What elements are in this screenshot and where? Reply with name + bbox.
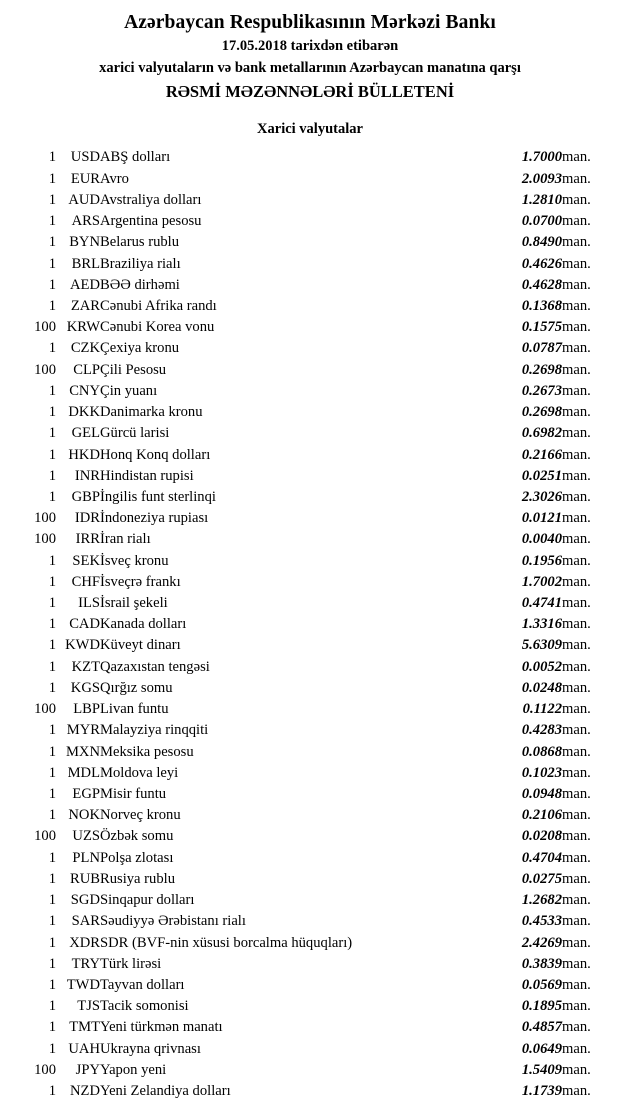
currency-rate: 0.0248 (521, 679, 562, 696)
currency-name: İndoneziya rupiası (100, 510, 209, 527)
rate-unit-label: man. (562, 340, 591, 357)
rate-unit-label: man. (562, 425, 591, 442)
currency-rate: 0.0700 (521, 213, 562, 230)
table-row (14, 296, 606, 317)
rate-unit-label: man. (562, 234, 591, 251)
currency-name: İsveç kronu (100, 552, 169, 569)
currency-code: CHF (71, 573, 100, 590)
currency-name: Cənubi Afrika randı (100, 297, 217, 314)
currency-rate: 0.0649 (521, 1040, 562, 1057)
table-row (14, 254, 606, 275)
currency-name: Türk lirəsi (100, 955, 162, 972)
currency-units: 1 (48, 722, 56, 739)
currency-name: Avstraliya dolları (100, 191, 202, 208)
rate-unit-label: man. (562, 870, 591, 887)
currency-code: DKK (68, 404, 100, 421)
table-row (14, 317, 606, 338)
table-row (14, 190, 606, 211)
currency-code: GEL (71, 425, 100, 442)
currency-code: GBP (71, 488, 100, 505)
currency-rate: 0.2673 (521, 382, 562, 399)
currency-rate: 0.0208 (521, 828, 562, 845)
rate-unit-label: man. (562, 913, 591, 930)
table-row (14, 720, 606, 741)
currency-units: 100 (34, 1061, 56, 1078)
rate-unit-label: man. (562, 1061, 591, 1078)
table-row (14, 933, 606, 954)
currency-rate: 1.7002 (521, 573, 562, 590)
currency-units: 1 (48, 955, 56, 972)
currency-code: TMT (69, 1019, 100, 1036)
currency-rate: 0.0569 (521, 976, 562, 993)
rate-unit-label: man. (562, 637, 591, 654)
rate-unit-label: man. (562, 786, 591, 803)
currency-name: Sinqapur dolları (100, 892, 195, 909)
currency-name: Səudiyyə Ərəbistanı rialı (100, 913, 246, 930)
currency-rate: 0.2106 (521, 807, 562, 824)
currency-code: KWD (65, 637, 100, 654)
currency-units: 1 (48, 573, 56, 590)
table-row (14, 360, 606, 381)
currency-code: TRY (71, 955, 100, 972)
currency-units: 1 (48, 913, 56, 930)
currency-code: USD (70, 149, 100, 166)
currency-code: UZS (72, 828, 100, 845)
currency-units: 1 (48, 786, 56, 803)
currency-code: SEK (72, 552, 100, 569)
currency-rate: 0.4857 (521, 1019, 562, 1036)
rate-unit-label: man. (562, 276, 591, 293)
currency-rate: 2.3026 (521, 488, 562, 505)
table-row (14, 975, 606, 996)
currency-name: Argentina pesosu (100, 213, 202, 230)
currency-code: PLN (72, 849, 100, 866)
currency-code: IRR (75, 531, 100, 548)
currency-name: Braziliya rialı (100, 255, 181, 272)
currency-rate: 0.1956 (521, 552, 562, 569)
currency-rate: 0.4533 (521, 913, 562, 930)
rate-unit-label: man. (562, 510, 591, 527)
effective-date-line: 17.05.2018 tarixdən etibarən (221, 38, 399, 55)
table-row (14, 423, 606, 444)
currency-units: 1 (48, 1083, 56, 1100)
rate-unit-label: man. (562, 658, 591, 675)
rate-unit-label: man. (562, 191, 591, 208)
currency-units: 1 (48, 552, 56, 569)
currency-code: EGP (72, 786, 100, 803)
currency-rate: 1.3316 (521, 616, 562, 633)
currency-name: Çin yuanı (100, 382, 158, 399)
currency-units: 1 (48, 595, 56, 612)
currency-code: NOK (68, 807, 100, 824)
currency-name: İsveçrə frankı (100, 573, 181, 590)
currency-units: 1 (48, 616, 56, 633)
currency-name: Meksika pesosu (100, 743, 194, 760)
currency-code: CZK (70, 340, 100, 357)
currency-rate: 1.2682 (521, 892, 562, 909)
table-row (14, 805, 606, 826)
currency-name: Qırğız somu (100, 679, 173, 696)
table-row (14, 445, 606, 466)
currency-units: 1 (48, 255, 56, 272)
currency-name: Hindistan rupisi (100, 467, 194, 484)
rate-unit-label: man. (562, 573, 591, 590)
currency-name: Honq Konq dolları (100, 446, 211, 463)
currency-code: KZT (71, 658, 100, 675)
table-row (14, 635, 606, 656)
currency-rate: 0.1895 (521, 998, 562, 1015)
currency-units: 100 (34, 531, 56, 548)
currency-code: JPY (75, 1061, 100, 1078)
rate-unit-label: man. (562, 467, 591, 484)
rate-unit-label: man. (562, 297, 591, 314)
currency-units: 1 (48, 743, 56, 760)
table-row (14, 593, 606, 614)
currency-rate: 0.0040 (521, 531, 562, 548)
currency-name: Misir funtu (100, 786, 167, 803)
currency-name: Çexiya kronu (100, 340, 180, 357)
currency-code: BRL (71, 255, 100, 272)
currency-units: 1 (48, 658, 56, 675)
currency-name: Kanada dolları (100, 616, 187, 633)
table-row (14, 381, 606, 402)
rate-unit-label: man. (562, 552, 591, 569)
table-row (14, 911, 606, 932)
currency-rate: 0.0251 (521, 467, 562, 484)
currency-rate: 1.2810 (521, 191, 562, 208)
currency-code: UAH (68, 1040, 100, 1057)
currency-code: SGD (70, 892, 100, 909)
rate-unit-label: man. (562, 446, 591, 463)
currency-code: XDR (69, 934, 100, 951)
table-row (14, 1039, 606, 1060)
currency-rate: 0.4626 (521, 255, 562, 272)
currency-rate: 0.4628 (521, 276, 562, 293)
bank-title: Azərbaycan Respublikasının Mərkəzi Bankı (124, 12, 496, 33)
currency-rate: 0.0121 (521, 510, 562, 527)
currency-code: CLP (73, 361, 100, 378)
currency-name: Yapon yeni (100, 1061, 167, 1078)
rate-unit-label: man. (562, 892, 591, 909)
currency-code: BYN (69, 234, 100, 251)
table-row (14, 275, 606, 296)
rate-unit-label: man. (562, 488, 591, 505)
currency-units: 1 (48, 488, 56, 505)
table-row (14, 1081, 606, 1102)
rate-unit-label: man. (562, 679, 591, 696)
currency-rate: 0.1575 (521, 319, 562, 336)
currency-rate: 2.0093 (521, 170, 562, 187)
currency-rate: 5.6309 (521, 637, 562, 654)
currency-name: Gürcü larisi (100, 425, 170, 442)
rate-unit-label: man. (562, 170, 591, 187)
table-row (14, 551, 606, 572)
currency-code: EUR (70, 170, 100, 187)
rate-unit-label: man. (562, 319, 591, 336)
rate-unit-label: man. (562, 722, 591, 739)
currency-units: 1 (48, 1040, 56, 1057)
currency-code: TJS (77, 998, 100, 1015)
currency-name: İran rialı (100, 531, 151, 548)
currency-name: Belarus rublu (100, 234, 180, 251)
table-row (14, 869, 606, 890)
table-row (14, 338, 606, 359)
currency-units: 1 (48, 425, 56, 442)
rate-unit-label: man. (562, 361, 591, 378)
rate-unit-label: man. (562, 531, 591, 548)
currency-rate: 1.7000 (521, 149, 562, 166)
currency-units: 1 (48, 998, 56, 1015)
currency-rate: 0.3839 (521, 955, 562, 972)
currency-name: BƏƏ dirhəmi (100, 276, 180, 293)
currency-code: KGS (70, 679, 100, 696)
currency-units: 1 (48, 679, 56, 696)
currency-name: Livan funtu (100, 701, 169, 718)
rate-unit-label: man. (562, 149, 591, 166)
currency-name: Ukrayna qrivnası (100, 1040, 201, 1057)
rate-unit-label: man. (562, 828, 591, 845)
currency-code: IDR (74, 510, 100, 527)
table-row (14, 826, 606, 847)
currency-rate: 0.4741 (521, 595, 562, 612)
currency-name: Moldova leyi (100, 764, 179, 781)
currency-name: İsrail şekeli (100, 595, 168, 612)
table-row (14, 763, 606, 784)
currency-rate: 0.0868 (521, 743, 562, 760)
currency-units: 1 (48, 446, 56, 463)
currency-units: 1 (48, 213, 56, 230)
table-row (14, 211, 606, 232)
currency-code: KRW (66, 319, 100, 336)
table-row (14, 466, 606, 487)
currency-rate: 2.4269 (521, 934, 562, 951)
currency-rate: 0.8490 (521, 234, 562, 251)
currency-name: Polşa zlotası (100, 849, 174, 866)
currency-name: Tayvan dolları (100, 976, 185, 993)
currency-code: AUD (68, 191, 100, 208)
currency-units: 1 (48, 404, 56, 421)
currency-code: ILS (78, 595, 100, 612)
currency-code: MDL (67, 764, 100, 781)
currency-code: INR (74, 467, 100, 484)
currency-rate: 0.0275 (521, 870, 562, 887)
rate-unit-label: man. (562, 1019, 591, 1036)
table-row (14, 742, 606, 763)
currency-units: 100 (34, 701, 56, 718)
currency-code: MXN (65, 743, 100, 760)
table-row (14, 1017, 606, 1038)
currency-units: 1 (48, 297, 56, 314)
currency-units: 1 (48, 1019, 56, 1036)
table-row (14, 996, 606, 1017)
currency-code: NZD (70, 1083, 100, 1100)
table-row (14, 699, 606, 720)
currency-rate: 0.0787 (521, 340, 562, 357)
document-subtitle: xarici valyutaların və bank metallarının Azərbaycan manatına qarşı (99, 60, 521, 77)
currency-name: Norveç kronu (100, 807, 181, 824)
currency-units: 1 (48, 340, 56, 357)
currency-name: Danimarka kronu (100, 404, 203, 421)
currency-rate: 0.0948 (521, 786, 562, 803)
table-row (14, 147, 606, 168)
table-row (14, 954, 606, 975)
table-row (14, 784, 606, 805)
currency-units: 1 (48, 807, 56, 824)
currency-rate: 0.1122 (522, 701, 562, 718)
currency-code: TWD (66, 976, 100, 993)
rate-unit-label: man. (562, 404, 591, 421)
currency-units: 1 (48, 934, 56, 951)
currency-code: AED (70, 276, 100, 293)
currency-units: 100 (34, 828, 56, 845)
currency-name: Qazaxıstan tengəsi (100, 658, 210, 675)
rate-unit-label: man. (562, 701, 591, 718)
currency-name: Çili Pesosu (100, 361, 167, 378)
currency-code: HKD (68, 446, 100, 463)
table-row (14, 508, 606, 529)
currency-rate: 0.1368 (521, 297, 562, 314)
currency-rate: 0.0052 (521, 658, 562, 675)
currency-code: SAR (71, 913, 100, 930)
rate-unit-label: man. (562, 849, 591, 866)
rate-unit-label: man. (562, 1040, 591, 1057)
currency-rate: 0.4704 (521, 849, 562, 866)
currency-name: Tacik somonisi (100, 998, 189, 1015)
currency-name: Rusiya rublu (100, 870, 175, 887)
currency-units: 1 (48, 382, 56, 399)
currency-name: Avro (100, 170, 129, 187)
table-row (14, 1060, 606, 1081)
currency-units: 1 (48, 191, 56, 208)
currency-units: 1 (48, 849, 56, 866)
currency-units: 1 (48, 276, 56, 293)
currency-rate: 0.2698 (521, 361, 562, 378)
currency-code: RUB (69, 870, 100, 887)
currency-rate: 0.1023 (521, 764, 562, 781)
document-header (14, 12, 606, 101)
currency-units: 1 (48, 870, 56, 887)
table-row (14, 529, 606, 550)
table-row (14, 402, 606, 423)
table-row (14, 848, 606, 869)
currency-code: MYR (66, 722, 100, 739)
currency-code: LBP (73, 701, 100, 718)
rate-unit-label: man. (562, 595, 591, 612)
rate-unit-label: man. (562, 976, 591, 993)
rate-unit-label: man. (562, 213, 591, 230)
currency-name: Küveyt dinarı (100, 637, 181, 654)
currency-units: 1 (48, 976, 56, 993)
currency-name: Özbək somu (100, 828, 174, 845)
rate-unit-label: man. (562, 743, 591, 760)
currency-name: İngilis funt sterlinqi (100, 488, 216, 505)
currency-code: ZAR (70, 297, 100, 314)
rate-unit-label: man. (562, 382, 591, 399)
currency-units: 1 (48, 892, 56, 909)
currency-units: 100 (34, 510, 56, 527)
currency-rate: 1.5409 (521, 1061, 562, 1078)
currency-units: 100 (34, 319, 56, 336)
rate-unit-label: man. (562, 616, 591, 633)
currency-code: ARS (71, 213, 100, 230)
exchange-rates-table (14, 147, 606, 1102)
table-row (14, 614, 606, 635)
currency-code: CAD (69, 616, 100, 633)
currency-units: 1 (48, 637, 56, 654)
currency-units: 100 (34, 361, 56, 378)
exchange-rates-body (14, 147, 606, 1102)
currency-units: 1 (48, 149, 56, 166)
currency-rate: 0.4283 (521, 722, 562, 739)
currency-units: 1 (48, 170, 56, 187)
rate-unit-label: man. (562, 255, 591, 272)
currency-rate: 0.2698 (521, 404, 562, 421)
table-row (14, 657, 606, 678)
table-row (14, 890, 606, 911)
currency-name: Yeni Zelandiya dolları (100, 1083, 231, 1100)
table-row (14, 678, 606, 699)
currency-code: CNY (69, 382, 100, 399)
table-row (14, 232, 606, 253)
currency-name: SDR (BVF-nin xüsusi borcalma hüquqları) (100, 934, 353, 951)
rate-unit-label: man. (562, 764, 591, 781)
rate-unit-label: man. (562, 807, 591, 824)
rate-unit-label: man. (562, 955, 591, 972)
rate-unit-label: man. (562, 1083, 591, 1100)
currency-name: Cənubi Korea vonu (100, 319, 215, 336)
table-row (14, 487, 606, 508)
rate-unit-label: man. (562, 998, 591, 1015)
currency-name: Malayziya rinqqiti (100, 722, 209, 739)
currency-rate: 1.1739 (521, 1083, 562, 1100)
currency-name: Yeni türkmən manatı (100, 1019, 223, 1036)
currency-name: ABŞ dolları (100, 149, 171, 166)
rate-unit-label: man. (562, 934, 591, 951)
currency-rate: 0.6982 (521, 425, 562, 442)
table-row (14, 572, 606, 593)
currency-units: 1 (48, 234, 56, 251)
currency-rate: 0.2166 (521, 446, 562, 463)
currency-units: 1 (48, 764, 56, 781)
currency-units: 1 (48, 467, 56, 484)
section-title-foreign-currencies: Xarici valyutalar (257, 121, 363, 138)
table-row (14, 169, 606, 190)
bulletin-heading: RƏSMİ MƏZƏNNƏLƏRİ BÜLLETENİ (165, 82, 455, 102)
